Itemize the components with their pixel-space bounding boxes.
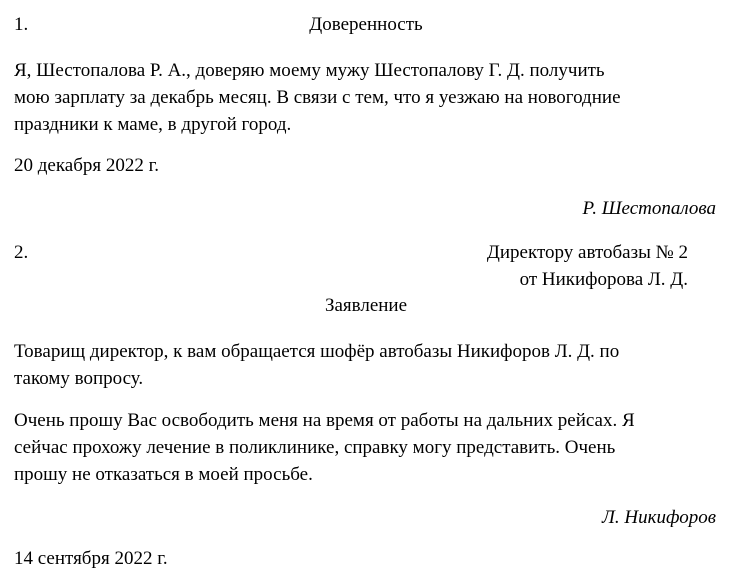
doc2-addressee-line: Директору автобазы № 2 xyxy=(486,242,688,263)
doc2-para2-line: прошу не отказаться в моей просьбе. xyxy=(14,464,313,485)
doc1-body xyxy=(14,57,718,138)
doc2-para2-line: сейчас прохожу лечение в поликлинике, справку могу представить. Очень xyxy=(14,437,616,458)
doc2-addressee xyxy=(487,239,688,293)
doc2-title: Заявление xyxy=(324,295,408,316)
doc1-body-line: праздники к маме, в другой город. xyxy=(14,114,292,135)
doc2-number: 2. xyxy=(14,242,29,263)
doc2-para1-line: такому вопросу. xyxy=(14,368,144,389)
doc2-para2-line: Очень прошу Вас освободить меня на время от работы на дальних рейсах. Я xyxy=(14,410,635,431)
doc2-addressee-line: от Никифорова Л. Д. xyxy=(519,269,688,290)
doc2-paragraph-2 xyxy=(14,407,718,488)
doc2-signature: Л. Никифоров xyxy=(602,507,716,528)
doc1-number: 1. xyxy=(14,14,29,35)
doc1-title: Доверенность xyxy=(309,14,423,35)
doc2-paragraph-1 xyxy=(14,338,718,392)
doc1-signature: Р. Шестопалова xyxy=(582,198,716,219)
doc1-body-line: Я, Шестопалова Р. А., доверяю моему мужу Шестопалову Г. Д. получить xyxy=(14,60,605,81)
doc2-date: 14 сентября 2022 г. xyxy=(14,548,168,569)
doc1-date: 20 декабря 2022 г. xyxy=(14,155,160,176)
doc1-body-line: мою зарплату за декабрь месяц. В связи с тем, что я уезжаю на новогодние xyxy=(14,87,621,108)
doc2-para1-line: Товарищ директор, к вам обращается шофёр автобазы Никифоров Л. Д. по xyxy=(14,341,620,362)
